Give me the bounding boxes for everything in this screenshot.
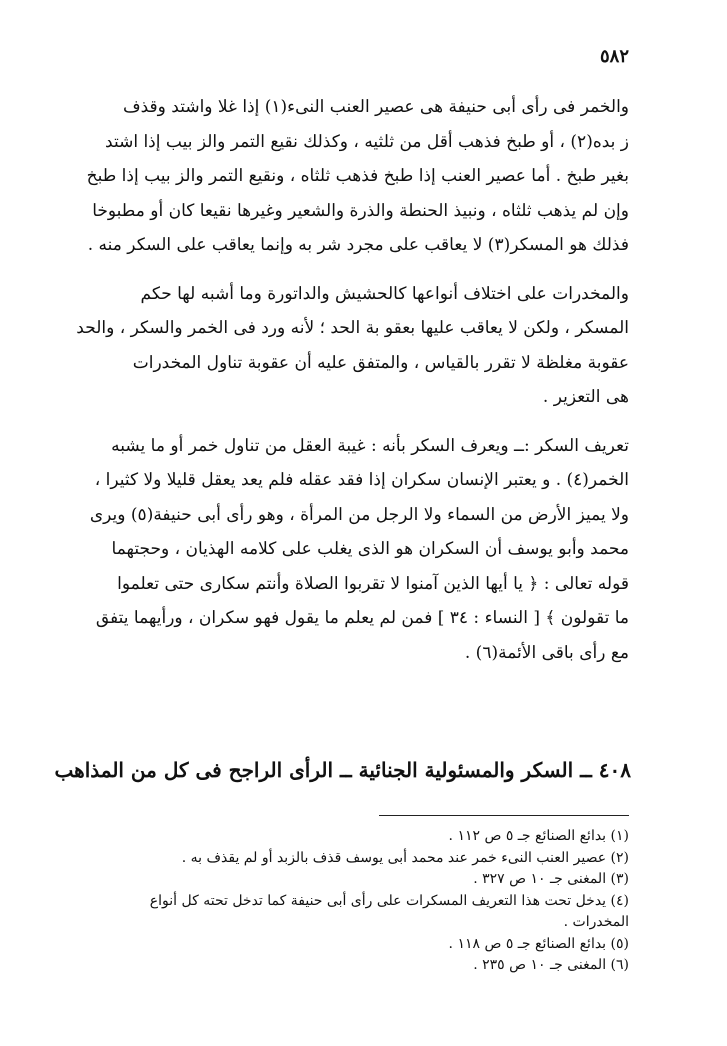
paragraph-wine-definition [86,90,629,263]
text-line: المسكر ، ولكن لا يعاقب عليها بعقو بة الحد ؛ لأنه ورد فى الخمر والسكر ، والحد [76,318,629,338]
footnote: (٤) يدخل تحت هذا التعريف المسكرات على رأى أبى حنيفة كما تدخل تحته كل أنواع [149,892,629,909]
footnote: (٦) المغنى جـ ١٠ ص ٢٣٥ . [473,957,629,973]
text-line: والخمر فى رأى أبى حنيفة هى عصير العنب النىء(١) إذا غلا واشتد وقذف [122,97,629,117]
text-line: ما تقولون ﴾ [ النساء : ٣٤ ] فمن لم يعلم ما يقول فهو سكران ، ورأيهما يتفق [95,608,629,628]
text-line: مع رأى باقى الأئمة(٦) . [464,642,629,663]
page-number: ٥٨٢ [599,46,629,67]
section-heading: ٤٠٨ ــ السكر والمسئولية الجنائية ــ الرأى الراجح فى كل من المذاهب [54,758,631,782]
text-line: قوله تعالى : ﴿ يا أيها الذين آمنوا لا تقربوا الصلاة وأنتم سكارى حتى تعلموا [117,573,629,594]
text-line: وإن لم يذهب ثلثاه ، ونبيذ الحنطة والذرة والشعير وغيرها نقيعا كان أو مطبوخا [92,200,629,221]
text-line: محمد وأبو يوسف أن السكران هو الذى يغلب على كلامه الهذيان ، وحجتهما [111,539,629,559]
text-line: تعريف السكر :ــ ويعرف السكر بأنه : غيبة العقل من تناول خمر أو ما يشبه [111,435,629,456]
footnote: المخدرات . [563,914,629,930]
text-line: والمخدرات على اختلاف أنواعها كالحشيش والداتورة وما أشبه لها حكم [140,283,629,304]
paragraph-narcotics [76,277,629,415]
text-line: عقوبة مغلظة لا تقرر بالقياس ، والمتفق عليه أن عقوبة تناول المخدرات [132,352,629,373]
footnotes [96,826,629,977]
text-line: هى التعزير . [542,387,629,407]
footnote: (٥) بدائع الصنائع جـ ٥ ص ١١٨ . [448,935,629,952]
text-line: فذلك هو المسكر(٣) لا يعاقب على مجرد شر به وإنما يعاقب على السكر منه . [87,235,629,255]
text-line: بغير طبخ . أما عصير العنب إذا طبخ فذهب ثلثاه ، ونقيع التمر والز بيب إذا طبخ [86,166,629,186]
text-line: الخمر(٤) . و يعتبر الإنسان سكران إذا فقد عقله فلم يعد يعقل قليلا ولا كثيرا ، [94,470,629,490]
footnote: (١) بدائع الصنائع جـ ٥ ص ١١٢ . [448,828,629,844]
footnote: (٢) عصير العنب النىء خمر عند محمد أبى يوسف قذف بالزبد أو لم يقذف به . [181,849,629,866]
text-line: ز بده(٢) ، أو طبخ فذهب أقل من ثلثيه ، وكذلك نقيع التمر والز بيب إذا اشتد [105,131,629,152]
footnote: (٣) المغنى جـ ١٠ ص ٣٢٧ . [473,871,629,887]
paragraph-intoxication-definition [89,429,629,671]
text-line: ولا يميز الأرض من السماء ولا الرجل من المرأة ، وهو رأى أبى حنيفة(٥) ويرى [89,504,629,525]
main-text [76,90,629,670]
footnote-divider [379,815,629,816]
